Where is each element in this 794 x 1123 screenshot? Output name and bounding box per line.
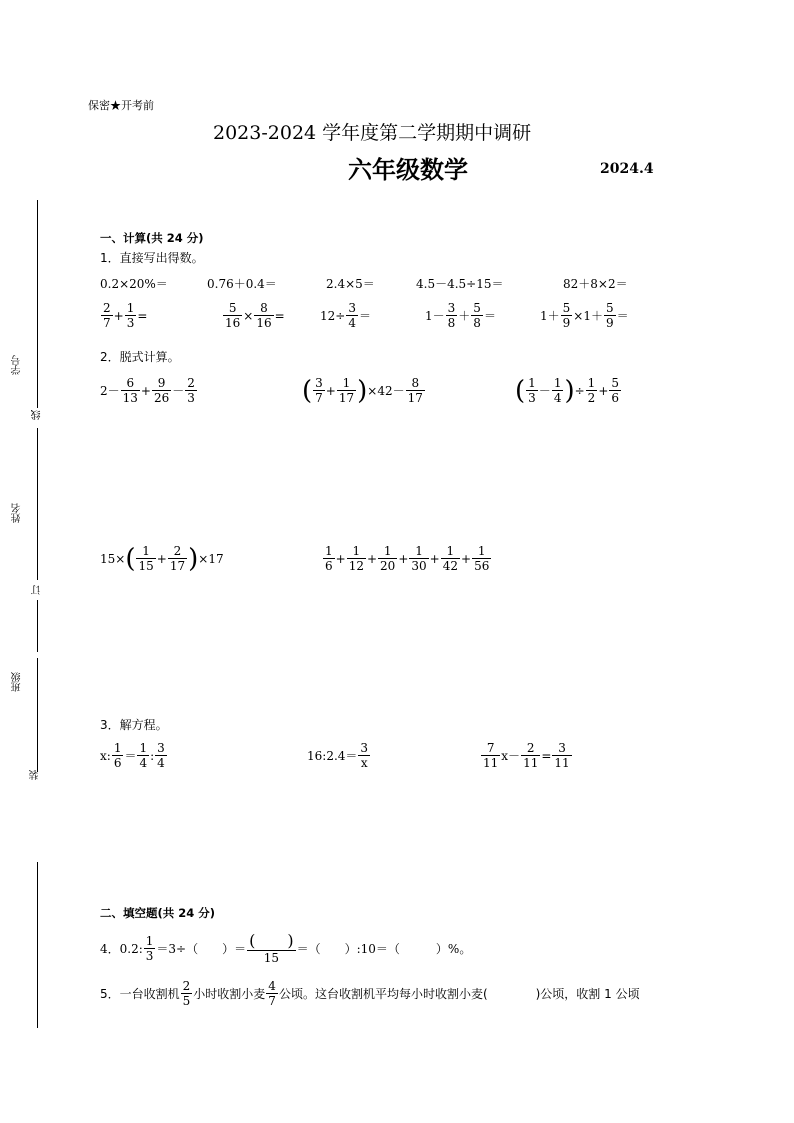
q3-item-c: $\frac{7}{11}$ x－ $\frac{2}{11}$ = $\frac{3}{11}$ (483, 741, 570, 770)
section-2-title: 二、填空题(共 24 分) (100, 906, 216, 920)
exam-date: 2024.4 (600, 161, 654, 177)
q1-item-2: 0.76＋0.4＝ (207, 277, 277, 291)
exam-subtitle: 六年级数学 (348, 155, 468, 184)
binding-line-5 (37, 862, 38, 1028)
binding-label-bind: 订 (32, 585, 43, 595)
q3-label: 3．解方程。 (100, 718, 168, 732)
binding-label-line: 线 (32, 410, 43, 420)
q4: 4．0.2: $\frac{1}{3}$ ＝3÷（ ）＝ $\frac{( )}{15}$ ＝（ ）:10＝（ ）%。 (100, 931, 472, 965)
binding-line-2 (37, 428, 38, 580)
q5: 5．一台收割机 $\frac{2}{5}$ 小时收割小麦 $\frac{4}{7}$ 公顷。这台收割机平均每小时收割小麦( )公顷，收割 1 公顷 (100, 979, 640, 1008)
binding-label-name: 姓名 (12, 503, 23, 523)
q2-item-b: ( $\frac{3}{7}$ + $\frac{1}{17}$ ) ×42－ $\frac{8}{17}$ (302, 375, 423, 406)
q1-item-3: 2.4×5＝ (326, 277, 375, 291)
q1-item-6: $\frac{2}{7}$ + $\frac{1}{3}$ = (103, 301, 148, 330)
q2-item-a: 2－ $\frac{6}{13}$ + $\frac{9}{26}$ － $\frac{2}{3}$ (100, 376, 195, 405)
q2-item-e: $\frac{1}{6}$ + $\frac{1}{12}$ + $\frac{1}{20}$ + $\frac{1}{30}$ + $\frac{1}{42}$ + $\frac{1}{56}$ (325, 544, 490, 573)
confidential-note: 保密★开考前 (88, 99, 154, 112)
q1-item-7: $\frac{5}{16}$ × $\frac{8}{16}$ = (225, 301, 285, 330)
binding-line-1 (37, 200, 38, 408)
q4-blank-fraction[interactable]: $\frac{( )}{15}$ (249, 931, 294, 965)
binding-label-class: 班级 (12, 672, 23, 692)
q1-item-8: 12÷ $\frac{3}{4}$ ＝ (320, 301, 371, 330)
q1-item-10: 1＋ $\frac{5}{9}$ ×1＋ $\frac{5}{9}$ ＝ (540, 301, 629, 330)
q3-item-b: 16:2.4＝ $\frac{3}{x}$ (307, 741, 369, 770)
q1-item-1: 0.2×20%＝ (100, 277, 168, 291)
q1-item-4: 4.5－4.5÷15＝ (416, 277, 504, 291)
q2-item-d: 15× ( $\frac{1}{15}$ + $\frac{2}{17}$ ) ×17 (100, 543, 224, 574)
binding-label-seal: 装 (30, 770, 41, 780)
exam-title: 2023-2024 学年度第二学期期中调研 (213, 122, 532, 144)
binding-label-student-no: 学号 (12, 355, 23, 375)
binding-line-4 (37, 658, 38, 772)
q1-item-5: 82＋8×2＝ (563, 277, 628, 291)
section-1-title: 一、计算(共 24 分) (100, 231, 204, 245)
q2-label: 2．脱式计算。 (100, 350, 180, 364)
binding-line-3 (37, 600, 38, 652)
q1-item-9: 1－ $\frac{3}{8}$ ＋ $\frac{5}{8}$ ＝ (425, 301, 496, 330)
q2-item-c: ( $\frac{1}{3}$ － $\frac{1}{4}$ ) ÷ $\frac{1}{2}$ + $\frac{5}{6}$ (515, 375, 620, 406)
q1-label: 1．直接写出得数。 (100, 251, 204, 265)
q3-item-a: x: $\frac{1}{6}$ ＝ $\frac{1}{4}$ : $\frac{3}{4}$ (100, 741, 165, 770)
